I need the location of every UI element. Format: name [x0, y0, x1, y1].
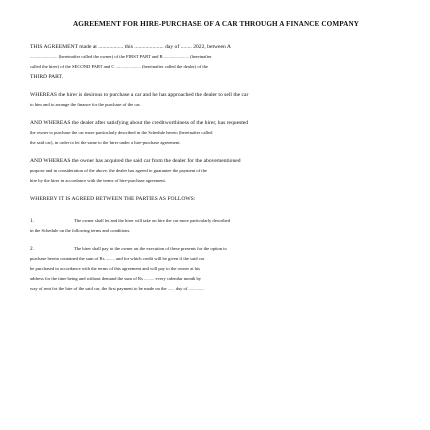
whereas2-line-2: the owner to purchase the car more particularly described in the Schedule hereto (hereinafter called — [30, 130, 213, 135]
intro-paragraph — [30, 42, 402, 82]
whereas3-line-2: purpose and in consideration of the above, the dealer has agreed to guarantee the payment of the — [30, 168, 207, 173]
whereas3-line-3: hire by the hirer in accordance with the terms of hire-purchase agreement. — [30, 178, 166, 183]
document-title: AGREEMENT FOR HIRE-PURCHASE OF A CAR THROUGH A FINANCE COMPANY — [72, 20, 360, 28]
clause-2-number: 2. — [30, 246, 34, 252]
clause-2-line-5: way of rent for the hire of the said car, the first payment to be made on the ...... day of .............. — [30, 286, 205, 291]
clause-1 — [30, 216, 402, 236]
clause-2-line-1: The hirer shall pay to the owner on the execution of these presents for the option to — [74, 246, 227, 251]
whereby-heading: WHEREBY IT IS AGREED BETWEEN THE PARTIES AS FOLLOWS: — [30, 196, 196, 202]
intro-line-2: ........................ (hereinafter called the owner) of the FIRST PART and B ...................... (hereinafter — [30, 54, 212, 59]
intro-line-4: THIRD PART. — [30, 74, 63, 80]
whereas2-line-1: AND WHEREAS the dealer after satisfying about the creditworthiness of the hirer, has requested — [30, 120, 249, 126]
whereas1-line-1: WHEREAS the hirer is desirous to purchase a car and he has approached the dealer to sell the car — [30, 92, 249, 98]
whereas2-line-3: the said car), in order to let the same to the hirer under a hire-purchase agreement. — [30, 140, 181, 145]
whereas3-line-1: AND WHEREAS the owner has acquired the said car from the dealer for the abovementioned — [30, 158, 241, 164]
intro-line-3: called the hirer) of the SECOND PART and C ...................... (hereinafter called the dealer) of the — [30, 64, 208, 69]
whereas-paragraph-3 — [30, 156, 402, 186]
intro-line-1: THIS AGREEMENT made at .................. this ..................... day of ........ 2022, between A — [30, 44, 231, 50]
whereas-paragraph-1 — [30, 90, 402, 110]
clause-2-line-2: purchase herein contained the sum of Rs ........ and for which credit will be given if the said car — [30, 256, 205, 261]
whereas1-line-2: to him and to arrange the finance for the purchase of the car. — [30, 102, 141, 107]
clause-1-line-2: in the Schedule on the following terms and conditions. — [30, 228, 131, 233]
clause-1-line-1: The owner shall let and the hirer will take on hire the car more particularly described — [74, 218, 230, 223]
clause-1-number: 1. — [30, 218, 34, 224]
whereas-paragraph-2 — [30, 118, 402, 148]
clause-2 — [30, 244, 402, 294]
clause-2-line-4: address for the time being and without demand the sum of Rs ......... every calendar month by — [30, 276, 202, 281]
clause-2-line-3: be purchased in accordance with the terms of this agreement and will pay to the owner at his — [30, 266, 201, 271]
